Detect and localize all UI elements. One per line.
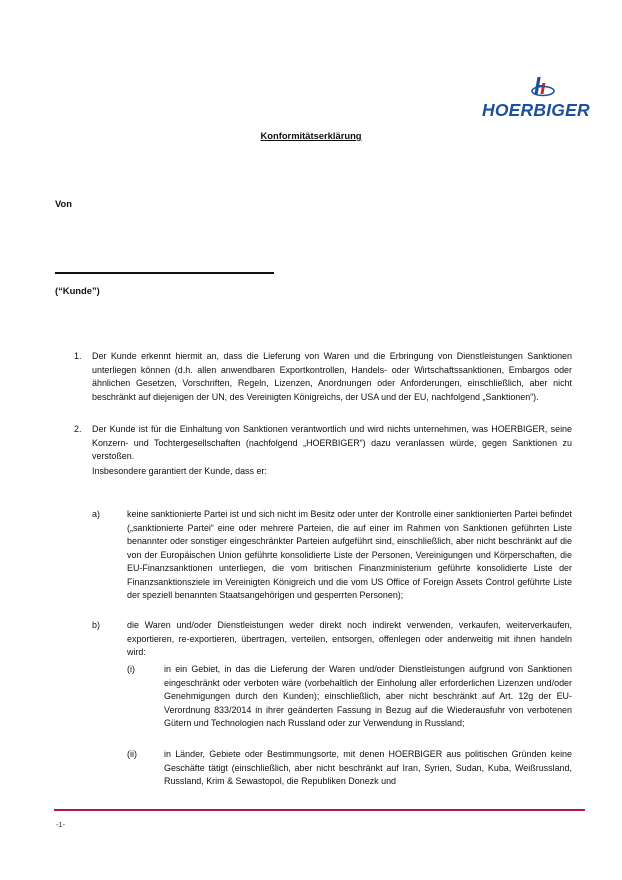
hoerbiger-logo — [478, 74, 590, 122]
item-a-text: keine sanktionierte Partei ist und sich nicht im Besitz oder unter der Kontrolle einer sanktionierten Partei befindet („sanktionierte Partei“ eine oder mehrere Parteien, die auf einer im Rahmen von Sanktionen geführten Liste benannter oder sonstiger eingeschränkter Parteien aufgeführt sind, einschließlich, aber nicht beschränkt auf die von der Europäischen Union geführte konsolidierte Liste der Personen, Vereinigungen und Körperschaften, die EU-Finanzsanktionen unterliegen, die vom britischen Finanzministerium geführte konsolidierte Liste der Finanzsanktionsziele im Vereinigten Königreich und die vom US Office of Foreign Assets Control geführte Liste der speziell benannten Staatsangehörigen und gesperrten Personen); — [127, 509, 572, 600]
footer-rule — [54, 809, 585, 811]
customer-label: (“Kunde”) — [55, 285, 100, 296]
subitem-label: (i) — [127, 664, 135, 674]
subitem-label: (ii) — [127, 749, 137, 759]
item-label: b) — [92, 620, 100, 630]
subitem-i-text: in ein Gebiet, in das die Lieferung der Waren und/oder Dienstleistungen aufgrund von Sanktionen eingeschränkt oder verboten wäre (vorbehaltlich der Einholung aller erforderlichen Lizenzen und/oder Genehmigungen durch den Kunden); einschließlich, aber nicht beschränkt auf Art. 12g der EU-Verordnung 833/2014 in ihrer geänderten Fassung in Bezug auf die Wiederausfuhr von verbotenen Gütern und Technologien nach Russland oder zur Verwendung in Russland; — [164, 664, 572, 728]
item-label: a) — [92, 509, 100, 519]
section-number: 2. — [74, 424, 82, 434]
from-label: Von — [55, 198, 73, 209]
section-1-text: Der Kunde erkennt hiermit an, dass die Lieferung von Waren und die Erbringung von Dienstleistungen Sanktionen unterliegen können (d.h. allen anwendbaren Exportkontrollen, Handels- oder Wirtschaftssanktionen, Embargos oder ähnlichen Gesetzen, Vorschriften, Regeln, Lizenzen, Anordnungen oder Anforderungen, einschließlich, aber nicht beschränkt auf diejenigen der UN, des Vereinigten Königreichs, der USA und der EU, nachfolgend „Sanktionen“). — [92, 351, 572, 402]
hoerbiger-logo-icon — [530, 74, 556, 100]
item-b-text: die Waren und/oder Dienstleistungen weder direkt noch indirekt verwenden, verkaufen, weiterverkaufen, exportieren, re-exportieren, übertragen, verteilen, entsorgen, offenlegen oder anderweitig mit ihnen handeln wird: — [127, 620, 572, 657]
page-number: -1- — [56, 820, 66, 829]
section-2-intro: Insbesondere garantiert der Kunde, dass er: — [92, 466, 267, 476]
signature-line — [55, 272, 274, 274]
hoerbiger-wordmark: HOERBIGER — [482, 100, 590, 120]
document-title: Konformitätserklärung — [260, 130, 362, 141]
section-2-text: Der Kunde ist für die Einhaltung von Sanktionen verantwortlich und wird nichts unternehmen, was HOERBIGER, seine Konzern- und Tochtergesellschaften (nachfolgend „HOERBIGER“) dazu veranlassen würde, gegen Sanktionen zu verstoßen. — [92, 424, 572, 461]
section-number: 1. — [74, 351, 82, 361]
subitem-ii-text: in Länder, Gebiete oder Bestimmungsorte, mit denen HOERBIGER aus politischen Gründen keine Geschäfte tätigt (einschließlich, aber nicht beschränkt auf Iran, Syrien, Sudan, Kuba, Weißrussland, Russland, Krim & Sewastopol, die Republiken Donezk und — [164, 749, 572, 786]
